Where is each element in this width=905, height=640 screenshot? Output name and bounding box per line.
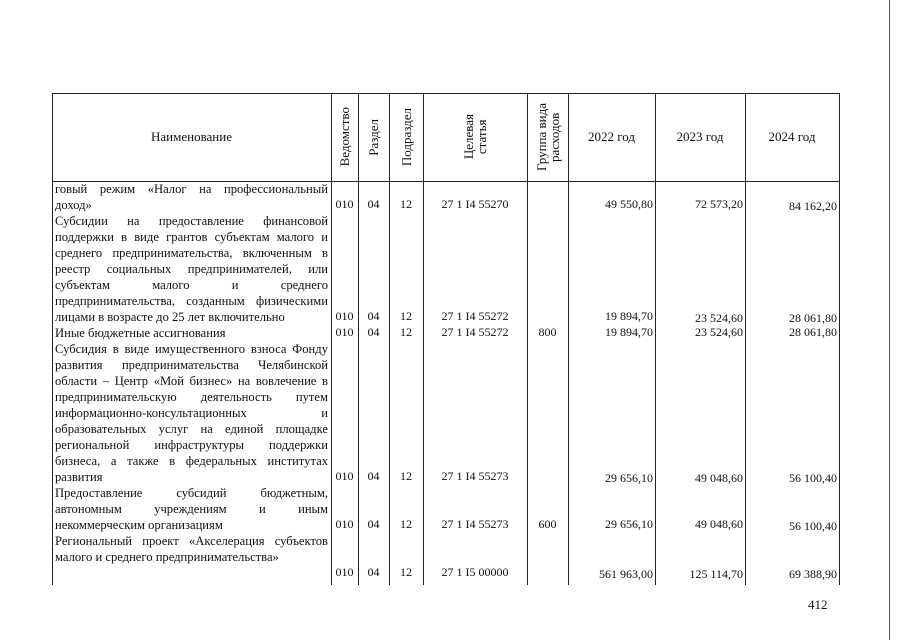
header-razdel-text: Раздел (366, 118, 381, 156)
row-statya: 27 1 I4 55272 (441, 309, 509, 323)
row-podrazdel: 12 (400, 325, 412, 339)
row-razdel: 04 (367, 517, 380, 531)
row-2023: 72 573,20 (695, 197, 743, 211)
header-2022 (568, 93, 655, 181)
row-podrazdel: 12 (400, 565, 412, 579)
row-2024: 28 061,80 (789, 325, 837, 339)
row-name: Субсидия в виде имущественного взноса Фонду развития предпринимательства Челябинской области – Центр «Мой бизнес» на вовлечение в предпринимательскую деятельность путем информационно-консультационных и образовательных услуг на единой площадке региональной инфраструктуры поддержки бизнеса, а также в федеральных институтах развития (55, 342, 328, 484)
row-ved: 010 (335, 325, 354, 339)
row-ved: 010 (335, 469, 354, 483)
row-2023: 23 524,60 (695, 325, 743, 339)
row-2024: 56 100,40 (789, 519, 837, 533)
budget-table (52, 93, 840, 585)
row-2022: 29 656,10 (605, 517, 653, 531)
row-2024: 56 100,40 (789, 471, 837, 485)
row-2024: 28 061,80 (789, 311, 837, 325)
header-2024 (745, 93, 839, 181)
header-name-text: Наименование (151, 129, 232, 144)
row-2024: 69 388,90 (789, 567, 837, 581)
row-ved: 010 (335, 309, 354, 323)
row-name: Субсидии на предоставление финансовой поддержки в виде грантов субъектам малого и среднего предпринимательства, включенным в реестр социальных предпринимателей, или субъектам малого и среднего предпринимательства, созданным физическими лицами в возрасте до 25 лет включительно (55, 214, 328, 324)
row-2022: 19 894,70 (605, 325, 653, 339)
row-ved: 010 (335, 517, 354, 531)
row-ved: 010 (335, 197, 354, 211)
row-statya: 27 1 I4 55270 (441, 197, 509, 211)
col-border (839, 93, 840, 585)
row-podrazdel: 12 (400, 469, 412, 483)
row-podrazdel: 12 (400, 309, 412, 323)
row-name: Иные бюджетные ассигнования (55, 326, 226, 340)
header-podrazdel (389, 93, 423, 181)
row-statya: 27 1 I4 55272 (441, 325, 509, 339)
header-2023-text: 2023 год (676, 129, 724, 144)
page-number: 412 (808, 597, 828, 612)
row-statya: 27 1 I5 00000 (441, 565, 509, 579)
header-podrazdel-text: Подраздел (398, 107, 414, 167)
header-razdel (358, 93, 389, 181)
header-gruppa-text: Группа вида расходов (533, 103, 562, 171)
header-2023 (655, 93, 745, 181)
header-tselevaya-text: Целевая статья (461, 114, 489, 160)
page-edge-line (889, 0, 890, 640)
row-vid: 800 (538, 325, 557, 339)
header-name (52, 93, 331, 181)
header-tselevaya (423, 93, 527, 181)
row-2022: 29 656,10 (605, 471, 653, 485)
row-name: говый режим «Налог на профессиональный доход» (55, 182, 328, 212)
header-gruppa (527, 93, 568, 181)
row-statya: 27 1 I4 55273 (441, 469, 509, 483)
header-2022-text: 2022 год (588, 129, 635, 144)
row-2023: 49 048,60 (695, 471, 743, 485)
row-2024: 84 162,20 (789, 199, 837, 213)
row-2023: 49 048,60 (695, 517, 743, 531)
header-vedomstvo-text: Ведомство (337, 107, 352, 167)
row-razdel: 04 (367, 309, 380, 323)
header-vedomstvo (331, 93, 358, 181)
row-name: Предоставление субсидий бюджетным, автономным учреждениям и иным некоммерческим организациям (55, 486, 328, 532)
row-razdel: 04 (367, 197, 380, 211)
header-2024-text: 2024 год (768, 129, 816, 144)
row-ved: 010 (335, 565, 354, 579)
row-2023: 23 524,60 (695, 311, 743, 325)
row-vid: 600 (538, 517, 557, 531)
row-razdel: 04 (367, 565, 380, 579)
row-2023: 125 114,70 (689, 567, 743, 581)
row-podrazdel: 12 (400, 517, 412, 531)
row-razdel: 04 (367, 325, 380, 339)
row-2022: 561 963,00 (599, 567, 653, 581)
row-name: Региональный проект «Акселерация субъектов малого и среднего предпринимательства» (55, 534, 328, 564)
row-podrazdel: 12 (400, 197, 412, 211)
row-razdel: 04 (367, 469, 380, 483)
row-2022: 19 894,70 (605, 309, 653, 323)
row-2022: 49 550,80 (605, 197, 653, 211)
row-statya: 27 1 I4 55273 (441, 517, 509, 531)
